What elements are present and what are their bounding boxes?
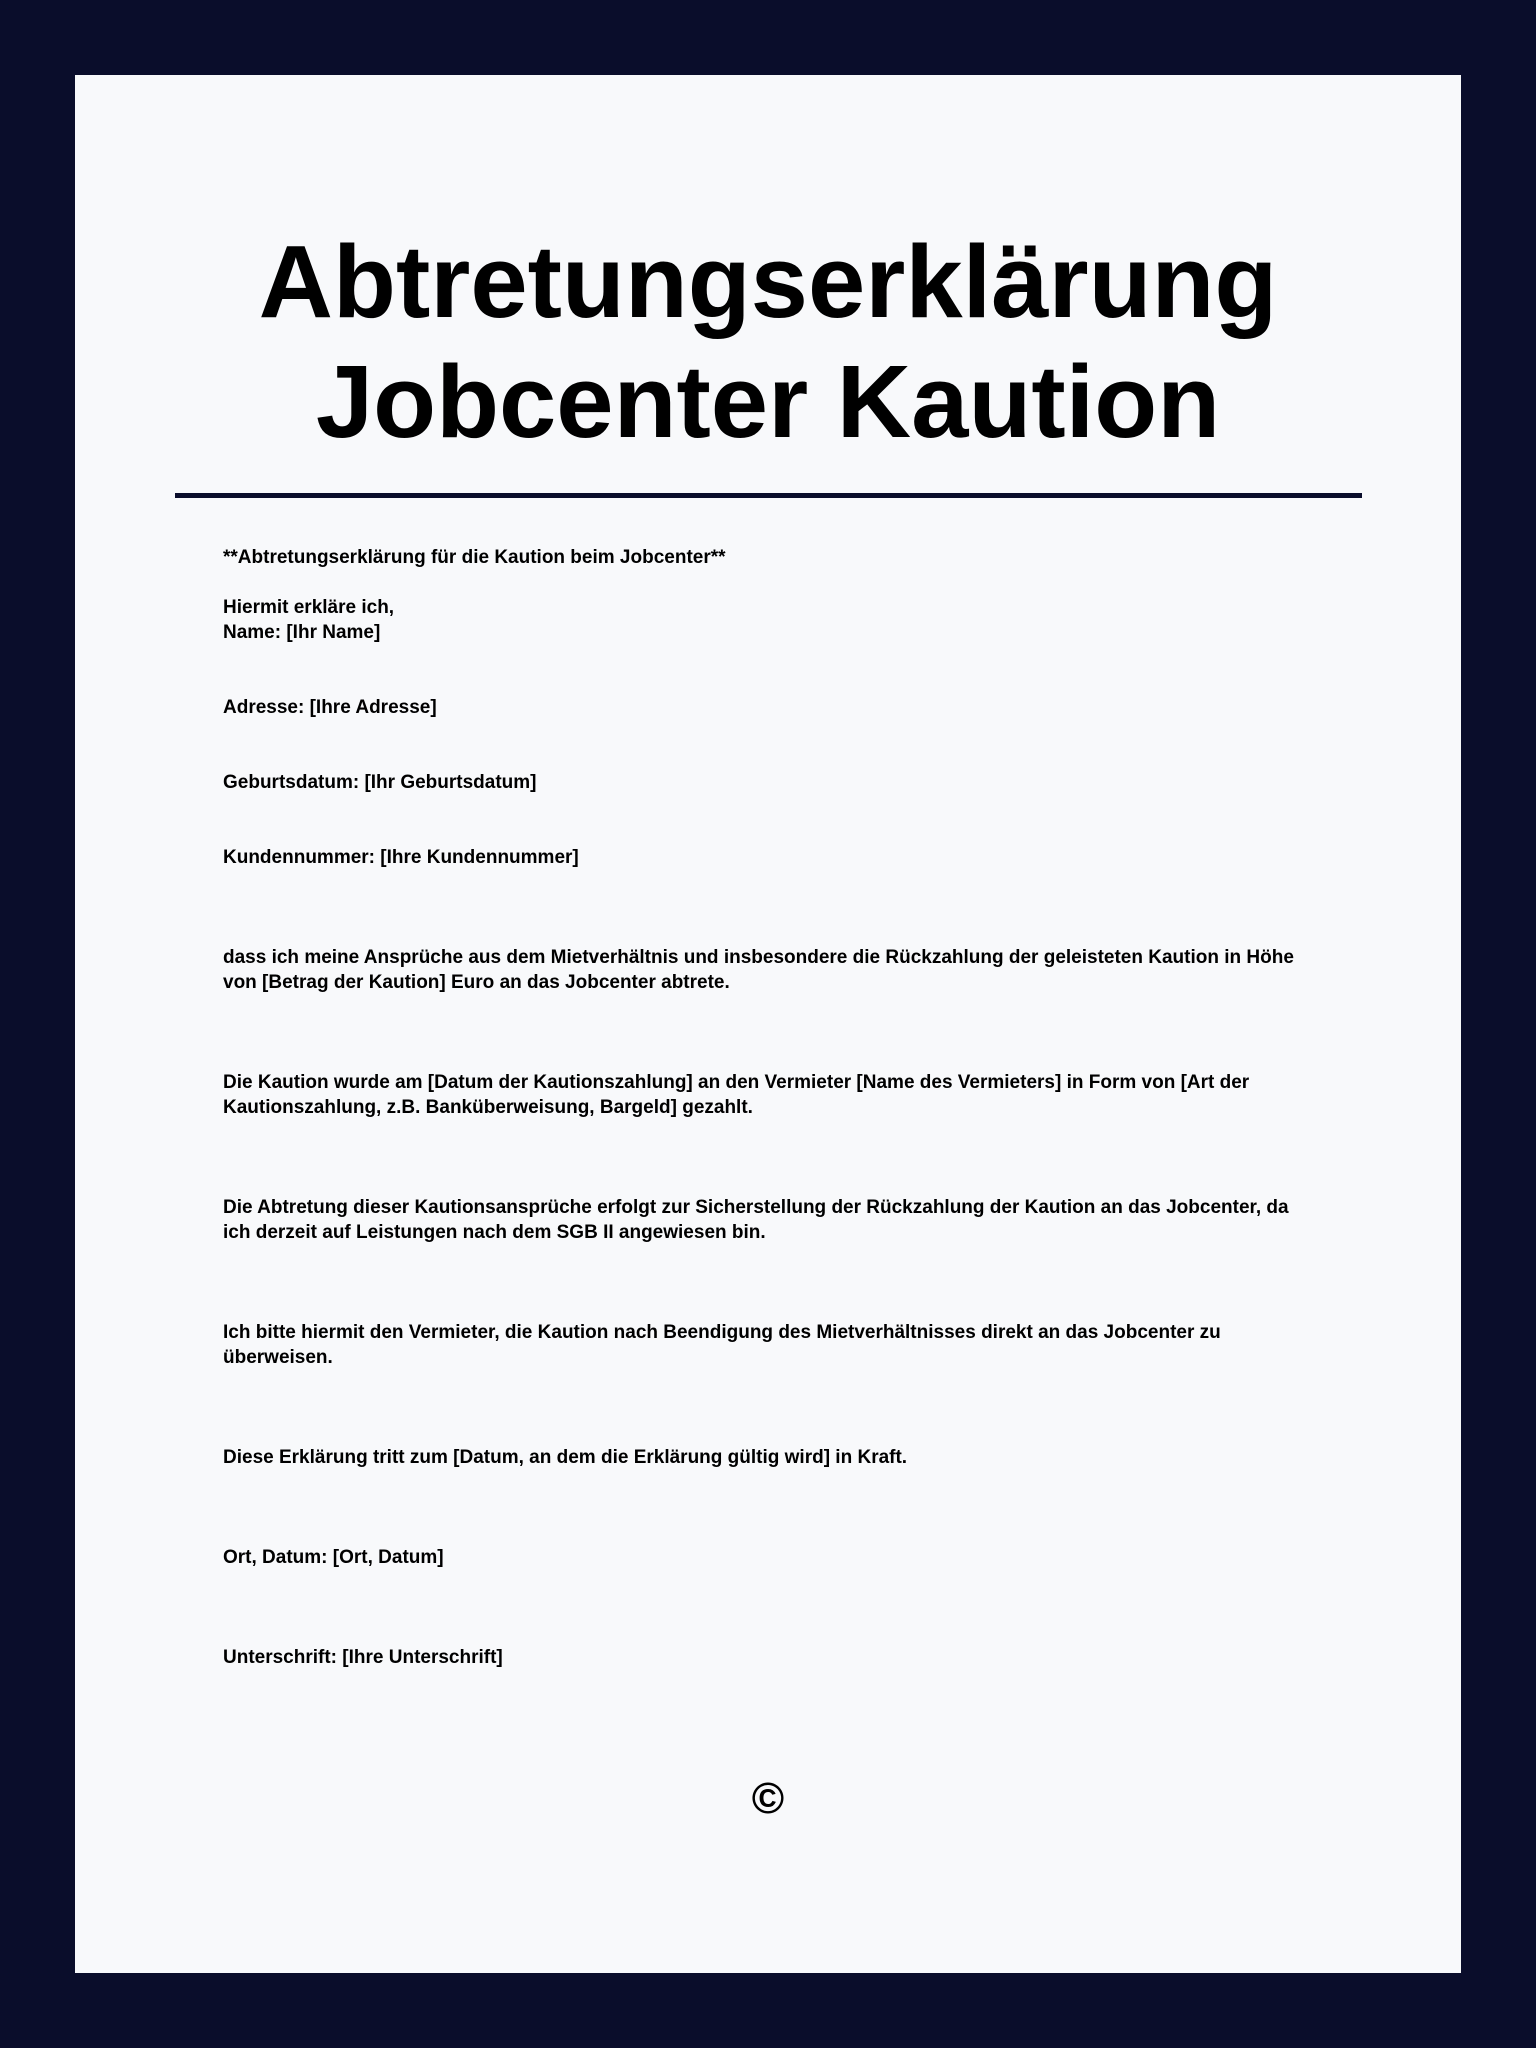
title-line-2: Jobcenter Kaution	[315, 344, 1221, 459]
field-name: Name: [Ihr Name]	[223, 622, 381, 643]
paragraph-effective-date	[223, 1445, 1363, 1470]
paragraph-line: ich derzeit auf Leistungen nach dem SGB II angewiesen bin.	[223, 1222, 766, 1243]
title-line-1: Abtretungserklärung	[258, 224, 1278, 339]
paragraph-purpose	[223, 1195, 1363, 1245]
paragraph-line: Ich bitte hiermit den Vermieter, die Kaution nach Beendigung des Mietverhältnisses direkt an das Jobcenter zu	[223, 1322, 1221, 1343]
place-date-field: Ort, Datum: [Ort, Datum]	[223, 1547, 444, 1568]
copyright-icon: ©	[751, 1774, 785, 1823]
field-address: Adresse: [Ihre Adresse]	[223, 697, 437, 718]
paragraph-line: überweisen.	[223, 1347, 333, 1368]
paragraph-line: Die Abtretung dieser Kautionsansprüche erfolgt zur Sicherstellung der Rückzahlung der Kaution an das Jobcenter, da	[223, 1197, 1289, 1218]
paragraph-line: von [Betrag der Kaution] Euro an das Jobcenter abtrete.	[223, 972, 730, 993]
paragraph-line: Kautionszahlung, z.B. Banküberweisung, Bargeld] gezahlt.	[223, 1097, 753, 1118]
paragraph-deposit-payment	[223, 1070, 1363, 1120]
paragraph-line: dass ich meine Ansprüche aus dem Mietverhältnis und insbesondere die Rückzahlung der geleisteten Kaution in Höhe	[223, 947, 1294, 968]
field-customer-number: Kundennummer: [Ihre Kundennummer]	[223, 847, 579, 868]
document-title	[75, 222, 1461, 462]
document-body	[223, 545, 1363, 1670]
intro-text: Hiermit erkläre ich,	[223, 597, 395, 618]
paragraph-line: Die Kaution wurde am [Datum der Kautionszahlung] an den Vermieter [Name des Vermieters] in Form von [Art der	[223, 1072, 1250, 1093]
document-heading: **Abtretungserklärung für die Kaution beim Jobcenter**	[223, 547, 726, 568]
paragraph-line: Diese Erklärung tritt zum [Datum, an dem die Erklärung gültig wird] in Kraft.	[223, 1447, 908, 1468]
signature-field: Unterschrift: [Ihre Unterschrift]	[223, 1647, 503, 1668]
document-page	[75, 75, 1461, 1973]
paragraph-request	[223, 1320, 1363, 1370]
field-birthdate: Geburtsdatum: [Ihr Geburtsdatum]	[223, 772, 537, 793]
paragraph-assignment	[223, 945, 1363, 995]
title-divider	[175, 493, 1362, 498]
